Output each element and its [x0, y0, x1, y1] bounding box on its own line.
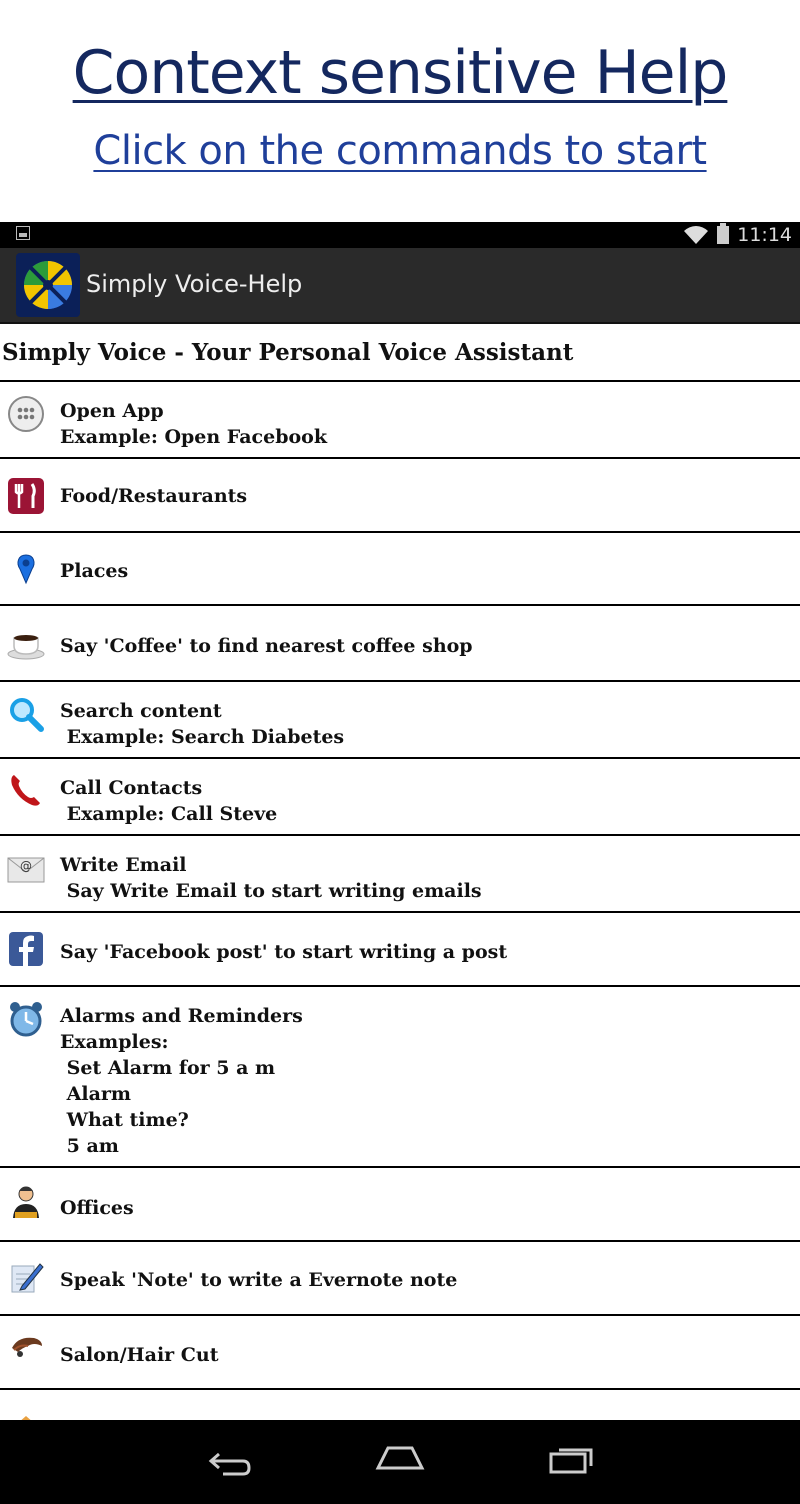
help-item-alarms[interactable]	[0, 987, 800, 1168]
battery-icon	[717, 226, 729, 244]
help-item-text: Say 'Coffee' to find nearest coffee shop	[60, 635, 473, 657]
help-item-call[interactable]	[0, 759, 800, 836]
help-item-text: Speak 'Note' to write a Evernote note	[60, 1269, 458, 1291]
help-item-text: Salon/Hair Cut	[60, 1344, 219, 1366]
status-time: 11:14	[737, 224, 792, 246]
help-item-text: Alarms and Reminders Examples: Set Alarm for 5 a m Alarm What time? 5 am	[60, 1005, 303, 1157]
help-item-text: Offices	[60, 1197, 134, 1219]
help-item-salon[interactable]	[0, 1316, 800, 1390]
navigation-bar	[0, 1420, 800, 1504]
help-banner	[0, 0, 800, 222]
help-item-coffee[interactable]	[0, 606, 800, 682]
food-restaurant-icon	[6, 476, 46, 516]
help-item-text: Places	[60, 560, 129, 582]
apps-grid-icon	[6, 394, 46, 434]
help-item-places[interactable]	[0, 533, 800, 606]
help-item-search[interactable]	[0, 682, 800, 759]
app-title: Simply Voice-Help	[86, 270, 303, 298]
hair-salon-icon	[6, 1330, 46, 1370]
page-heading: Simply Voice - Your Personal Voice Assistant	[0, 324, 800, 382]
help-item-facebook[interactable]	[0, 913, 800, 987]
wifi-icon	[683, 225, 709, 245]
facebook-icon	[6, 929, 46, 969]
help-item-text: Write Email Say Write Email to start writing emails	[60, 854, 482, 902]
help-item-text: Open App Example: Open Facebook	[60, 400, 328, 448]
help-item-open-app[interactable]	[0, 382, 800, 459]
coffee-cup-icon	[6, 624, 46, 664]
phone-handset-icon	[6, 771, 46, 811]
help-item-email[interactable]	[0, 836, 800, 913]
help-item-offices[interactable]	[0, 1168, 800, 1242]
search-magnifier-icon	[6, 694, 46, 734]
recent-apps-icon[interactable]	[547, 1442, 597, 1476]
banner-subtitle[interactable]: Click on the commands to start	[93, 128, 707, 174]
help-item-text: Call Contacts Example: Call Steve	[60, 777, 278, 825]
email-envelope-icon	[6, 848, 46, 888]
status-bar	[0, 222, 800, 248]
back-icon[interactable]	[205, 1444, 253, 1480]
partial-item-icon	[6, 1410, 46, 1420]
action-bar	[0, 248, 800, 324]
banner-title: Context sensitive Help	[72, 38, 728, 108]
home-icon[interactable]	[374, 1444, 426, 1472]
help-item-text: Food/Restaurants	[60, 485, 248, 507]
help-list	[0, 324, 800, 1420]
app-logo-icon[interactable]	[16, 253, 80, 317]
office-worker-icon	[6, 1182, 46, 1222]
image-notification-icon	[16, 226, 30, 240]
help-item-text: Search content Example: Search Diabetes	[60, 700, 345, 748]
help-item-food[interactable]	[0, 459, 800, 533]
help-item-note[interactable]	[0, 1242, 800, 1316]
alarm-clock-icon	[6, 999, 46, 1039]
note-pen-icon	[6, 1258, 46, 1298]
help-item-text: Say 'Facebook post' to start writing a post	[60, 941, 508, 963]
map-pin-icon	[6, 551, 46, 591]
svg-text:@: @	[20, 859, 32, 873]
